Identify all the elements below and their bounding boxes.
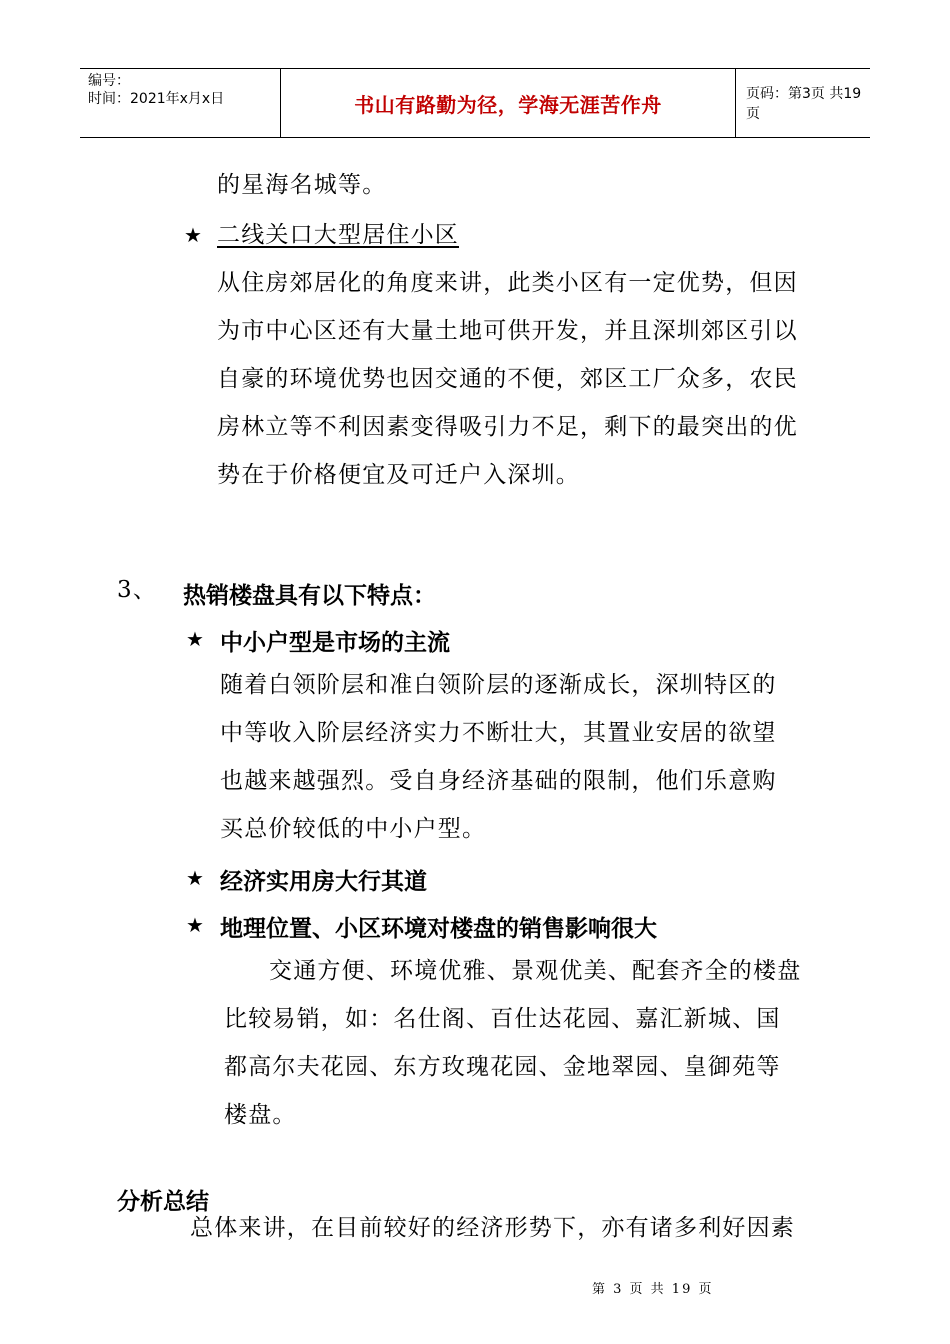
header-motto: 书山有路勤为径，学海无涯苦作舟 — [354, 92, 662, 117]
paragraph-line: 为市中心区还有大量土地可供开发，并且深圳郊区引以 — [217, 318, 798, 344]
header-page-cell — [736, 69, 870, 137]
paragraph-line: 也越来越强烈。受自身经济基础的限制，他们乐意购 — [220, 768, 777, 794]
document-number-label: 编号： — [88, 73, 130, 89]
paragraph-line: 交通方便、环境优雅、景观优美、配套齐全的楼盘 — [269, 958, 802, 984]
header-page-number: 页码：第3页 共19页 — [746, 86, 862, 122]
paragraph-line: 买总价较低的中小户型。 — [220, 816, 487, 842]
paragraph-line: 势在于价格便宜及可迁户入深圳。 — [217, 462, 580, 488]
paragraph-line: 自豪的环境优势也因交通的不便，郊区工厂众多，农民 — [217, 366, 798, 392]
document-date-label: 时间：2021年x月x日 — [88, 91, 225, 107]
paragraph-line: 随着白领阶层和准白领阶层的逐渐成长，深圳特区的 — [220, 672, 777, 698]
star-bullet-icon: ★ — [186, 913, 204, 937]
star-bullet-icon: ★ — [184, 223, 202, 247]
paragraph-line: 中等收入阶层经济实力不断壮大，其置业安居的欲望 — [220, 720, 777, 746]
header-meta-cell — [80, 69, 280, 137]
section-number: 3、 — [117, 577, 158, 603]
bullet-heading-economic-housing: 经济实用房大行其道 — [220, 869, 427, 895]
header-motto-cell — [280, 69, 736, 137]
bullet-heading-location-environment: 地理位置、小区环境对楼盘的销售影响很大 — [220, 916, 657, 942]
summary-first-line: 总体来讲，在目前较好的经济形势下，亦有诸多利好因素 — [190, 1215, 795, 1241]
paragraph-line: 从住房郊居化的角度来讲，此类小区有一定优势，但因 — [217, 270, 798, 296]
bullet-heading-small-units: 中小户型是市场的主流 — [220, 630, 450, 656]
paragraph-line: 比较易销，如：名仕阁、百仕达花园、嘉汇新城、国 — [224, 1006, 781, 1032]
paragraph-line: 楼盘。 — [224, 1102, 297, 1128]
star-bullet-icon: ★ — [186, 866, 204, 890]
summary-heading: 分析总结 — [117, 1189, 209, 1215]
continuation-line: 的星海名城等。 — [217, 172, 387, 198]
star-bullet-icon: ★ — [186, 627, 204, 651]
paragraph-line: 都高尔夫花园、东方玫瑰花园、金地翠园、皇御苑等 — [224, 1054, 781, 1080]
paragraph-line: 房林立等不利因素变得吸引力不足，剩下的最突出的优 — [217, 414, 798, 440]
footer-page-number: 第 3 页 共 19 页 — [592, 1282, 714, 1297]
page-header — [80, 68, 870, 138]
section-heading: 热销楼盘具有以下特点： — [183, 583, 436, 609]
bullet-heading-suburban-communities: 二线关口大型居住小区 — [217, 222, 459, 248]
